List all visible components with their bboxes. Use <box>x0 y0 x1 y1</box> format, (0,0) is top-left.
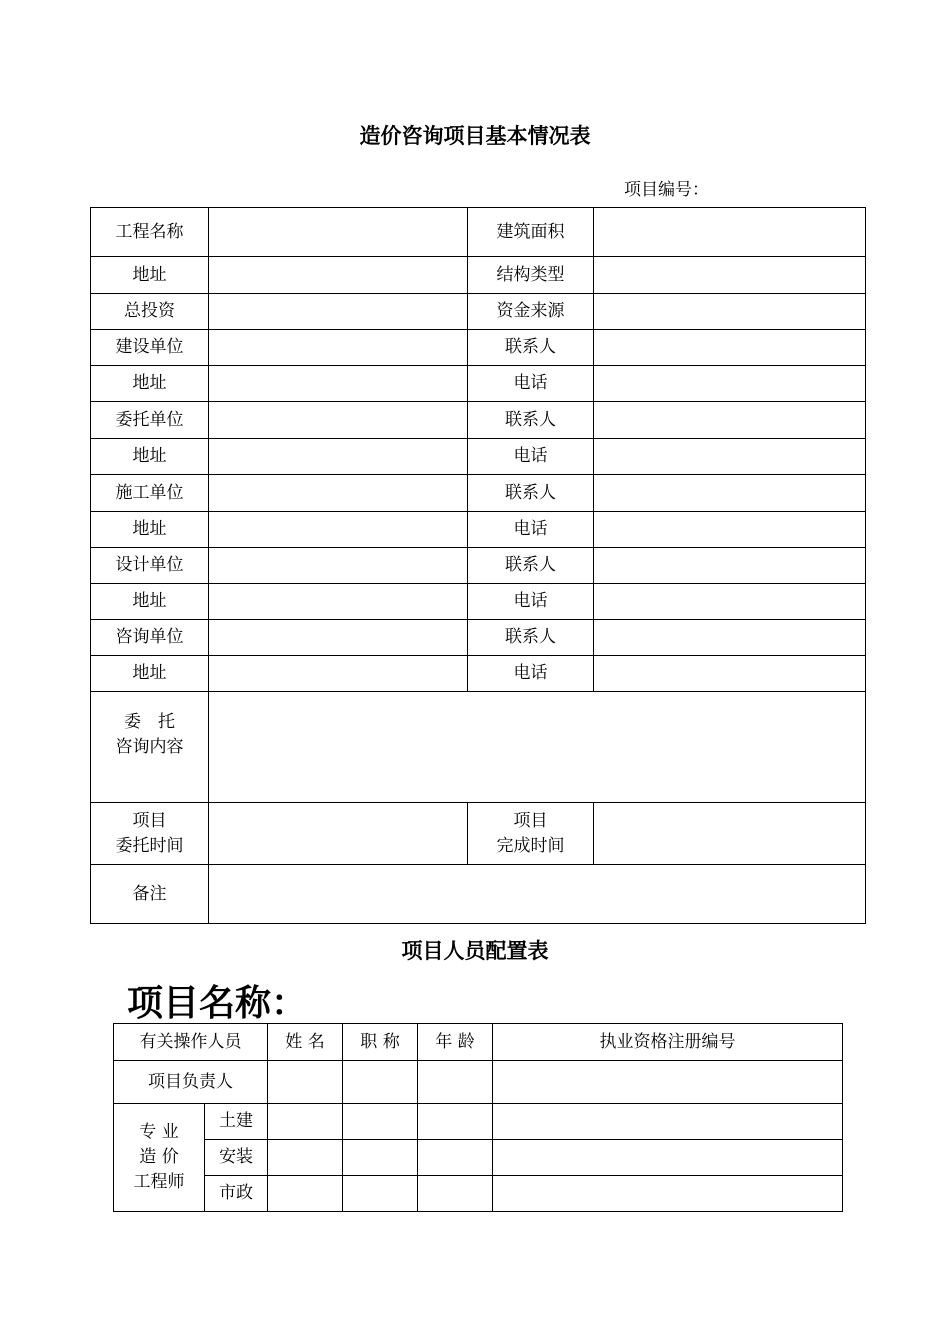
municipal-age-field[interactable] <box>418 1176 493 1212</box>
row-label: 工程名称 <box>91 208 209 257</box>
leader-cert-field[interactable] <box>493 1061 843 1104</box>
basic-info-row <box>91 439 866 475</box>
entrust-time-field[interactable] <box>209 803 468 865</box>
engineer-row <box>114 1104 843 1140</box>
row-label: 施工单位 <box>91 475 209 512</box>
staff-header-row <box>114 1024 843 1061</box>
row-field[interactable] <box>594 330 866 366</box>
entrust-content-label: 委 托 咨询内容 <box>91 692 209 803</box>
row-field[interactable] <box>209 548 468 584</box>
municipal-title-field[interactable] <box>343 1176 418 1212</box>
row-label: 地址 <box>91 656 209 692</box>
basic-info-row <box>91 330 866 366</box>
row-label: 委托单位 <box>91 402 209 439</box>
row-label: 地址 <box>91 257 209 294</box>
basic-info-row <box>91 257 866 294</box>
install-cert-field[interactable] <box>493 1140 843 1176</box>
row-field[interactable] <box>209 620 468 656</box>
install-title-field[interactable] <box>343 1140 418 1176</box>
row-field[interactable] <box>594 257 866 294</box>
engineer-row <box>114 1140 843 1176</box>
civil-age-field[interactable] <box>418 1104 493 1140</box>
row-field[interactable] <box>209 366 468 402</box>
row-field[interactable] <box>209 330 468 366</box>
row-field[interactable] <box>594 294 866 330</box>
row-field[interactable] <box>209 208 468 257</box>
row-field[interactable] <box>209 294 468 330</box>
civil-title-field[interactable] <box>343 1104 418 1140</box>
row-field[interactable] <box>209 475 468 512</box>
row-label: 联系人 <box>468 330 594 366</box>
row-field[interactable] <box>209 656 468 692</box>
row-field[interactable] <box>594 656 866 692</box>
basic-info-row <box>91 208 866 257</box>
basic-info-row <box>91 294 866 330</box>
row-field[interactable] <box>594 475 866 512</box>
header-age: 年 龄 <box>418 1024 493 1061</box>
row-label: 联系人 <box>468 475 594 512</box>
engineer-group-label: 专 业 造 价 工程师 <box>114 1104 205 1212</box>
municipal-cert-field[interactable] <box>493 1176 843 1212</box>
municipal-name-field[interactable] <box>268 1176 343 1212</box>
row-label: 资金来源 <box>468 294 594 330</box>
row-label: 地址 <box>91 584 209 620</box>
row-label: 地址 <box>91 439 209 475</box>
row-field[interactable] <box>594 620 866 656</box>
complete-time-field[interactable] <box>594 803 866 865</box>
entrust-content-field[interactable] <box>209 692 866 803</box>
row-field[interactable] <box>594 402 866 439</box>
row-field[interactable] <box>594 584 866 620</box>
civil-name-field[interactable] <box>268 1104 343 1140</box>
row-label: 电话 <box>468 512 594 548</box>
row-label: 建筑面积 <box>468 208 594 257</box>
row-label: 建设单位 <box>91 330 209 366</box>
specialty-install: 安装 <box>205 1140 268 1176</box>
row-field[interactable] <box>594 208 866 257</box>
project-leader-row <box>114 1061 843 1104</box>
time-row <box>91 803 866 865</box>
row-field[interactable] <box>594 439 866 475</box>
row-label: 地址 <box>91 512 209 548</box>
basic-info-row <box>91 402 866 439</box>
remarks-label: 备注 <box>91 865 209 924</box>
row-label: 结构类型 <box>468 257 594 294</box>
basic-info-row <box>91 620 866 656</box>
civil-cert-field[interactable] <box>493 1104 843 1140</box>
row-field[interactable] <box>209 439 468 475</box>
header-operator: 有关操作人员 <box>114 1024 268 1061</box>
install-age-field[interactable] <box>418 1140 493 1176</box>
project-name-label: 项目名称： <box>127 983 308 1024</box>
row-field[interactable] <box>594 548 866 584</box>
basic-info-row <box>91 512 866 548</box>
entrust-time-label: 项目 委托时间 <box>91 803 209 865</box>
install-name-field[interactable] <box>268 1140 343 1176</box>
leader-title-field[interactable] <box>343 1061 418 1104</box>
basic-info-table <box>90 207 866 924</box>
row-label: 咨询单位 <box>91 620 209 656</box>
row-label: 电话 <box>468 439 594 475</box>
row-field[interactable] <box>209 584 468 620</box>
row-field[interactable] <box>209 512 468 548</box>
row-label: 联系人 <box>468 620 594 656</box>
basic-info-row <box>91 584 866 620</box>
row-field[interactable] <box>594 366 866 402</box>
complete-time-label: 项目 完成时间 <box>468 803 594 865</box>
basic-info-row <box>91 366 866 402</box>
engineer-row <box>114 1176 843 1212</box>
row-label: 总投资 <box>91 294 209 330</box>
project-leader-label: 项目负责人 <box>114 1061 268 1104</box>
staff-table-title: 项目人员配置表 <box>401 939 549 963</box>
header-name: 姓 名 <box>268 1024 343 1061</box>
row-label: 电话 <box>468 366 594 402</box>
row-field[interactable] <box>209 402 468 439</box>
header-title: 职 称 <box>343 1024 418 1061</box>
staff-table <box>113 1023 843 1212</box>
leader-name-field[interactable] <box>268 1061 343 1104</box>
specialty-municipal: 市政 <box>205 1176 268 1212</box>
row-label: 联系人 <box>468 402 594 439</box>
basic-info-row <box>91 475 866 512</box>
row-label: 电话 <box>468 656 594 692</box>
row-label: 联系人 <box>468 548 594 584</box>
specialty-civil: 土建 <box>205 1104 268 1140</box>
project-number-label: 项目编号： <box>624 180 709 200</box>
leader-age-field[interactable] <box>418 1061 493 1104</box>
row-field[interactable] <box>594 512 866 548</box>
row-label: 地址 <box>91 366 209 402</box>
document-title: 造价咨询项目基本情况表 <box>359 124 591 148</box>
basic-info-row <box>91 548 866 584</box>
row-label: 电话 <box>468 584 594 620</box>
basic-info-row <box>91 656 866 692</box>
remarks-row <box>91 865 866 924</box>
row-field[interactable] <box>209 257 468 294</box>
row-label: 设计单位 <box>91 548 209 584</box>
remarks-field[interactable] <box>209 865 866 924</box>
entrust-content-row <box>91 692 866 803</box>
header-cert-no: 执业资格注册编号 <box>493 1024 843 1061</box>
